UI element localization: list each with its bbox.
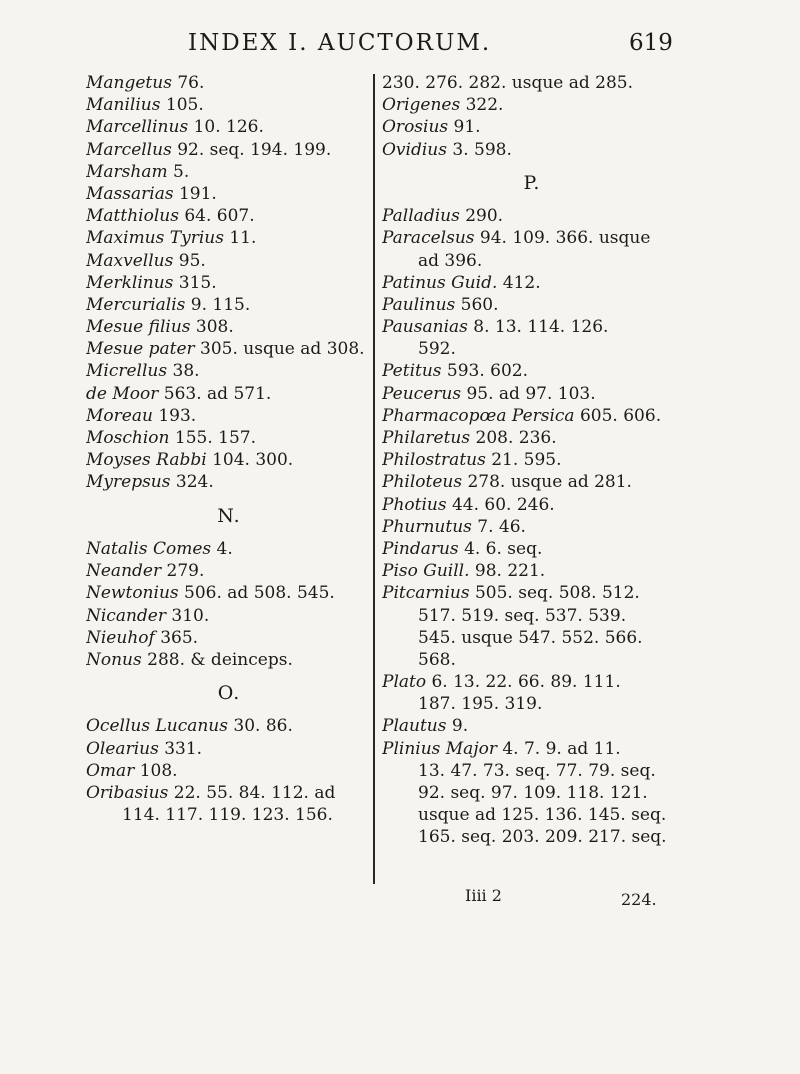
- page-references: 30. 86.: [233, 716, 293, 737]
- index-entry: [382, 715, 682, 737]
- page-references: 11.: [229, 228, 257, 249]
- block-o: [86, 715, 372, 804]
- page-references: 104. 300.: [212, 450, 294, 471]
- page-references: 279.: [166, 561, 205, 582]
- index-entry: [86, 294, 372, 316]
- page-references: 8. 13. 114. 126.: [473, 317, 609, 338]
- author-name: Origenes: [382, 95, 461, 116]
- author-name: Micrellus: [86, 361, 168, 382]
- author-name: Pausanias: [382, 317, 468, 338]
- index-entry: [382, 360, 682, 382]
- page-references: 64. 607.: [184, 206, 255, 227]
- page-references: 305. usque ad 308.: [200, 339, 365, 360]
- author-name: Maximus Tyrius: [86, 228, 224, 249]
- index-entry: [86, 649, 372, 671]
- page-references: 545. usque 547. 552. 566.: [418, 627, 643, 648]
- author-name: Matthiolus: [86, 206, 179, 227]
- index-entry: [86, 715, 372, 737]
- index-entry-continuation: [382, 338, 682, 360]
- author-name: Phurnutus: [382, 516, 472, 537]
- index-entry-continuation: [382, 782, 682, 804]
- index-entry: [382, 227, 682, 249]
- index-entry: [86, 161, 372, 183]
- index-entry: [86, 605, 372, 627]
- author-name: Paracelsus: [382, 228, 475, 249]
- index-entry: [382, 383, 682, 405]
- author-name: Pitcarnius: [382, 583, 470, 604]
- page-references: 365.: [160, 627, 199, 648]
- author-name: Mercurialis: [86, 294, 186, 315]
- page-references: 505. seq. 508. 512.: [474, 583, 640, 604]
- page-references: 76.: [177, 73, 205, 93]
- author-name: Olearius: [86, 738, 159, 759]
- author-name: Marcellinus: [86, 117, 189, 138]
- page-references: 9. 115.: [190, 294, 251, 315]
- author-name: Marsham: [86, 161, 168, 182]
- author-name: Manilius: [86, 95, 161, 116]
- page-references: 517. 519. seq. 537. 539.: [418, 605, 627, 626]
- index-entry: [86, 94, 372, 116]
- index-entry: [86, 760, 372, 782]
- page-references: 21. 595.: [491, 450, 562, 471]
- index-entry: [86, 405, 372, 427]
- author-name: Palladius: [382, 206, 460, 227]
- author-name: Moyses Rabbi: [86, 450, 207, 471]
- page-references: 290.: [465, 206, 504, 227]
- author-name: Philoteus: [382, 472, 463, 493]
- index-entry: [86, 272, 372, 294]
- page-references: 7. 46.: [477, 516, 526, 537]
- index-entry: [86, 250, 372, 272]
- author-name: Neander: [86, 561, 162, 582]
- index-entry: [86, 116, 372, 138]
- author-name: Nicander: [86, 605, 166, 626]
- author-name: Patinus Guid.: [382, 272, 498, 293]
- author-name: Orosius: [382, 117, 449, 138]
- running-header: [0, 30, 800, 62]
- page-references: usque ad 125. 136. 145. seq.: [418, 805, 667, 826]
- index-entry: [382, 738, 682, 760]
- page-references: 568.: [418, 649, 456, 670]
- page-references: 3. 598.: [452, 139, 512, 160]
- author-name: Moreau: [86, 405, 153, 426]
- author-name: Photius: [382, 494, 447, 515]
- page-references: 593. 602.: [446, 361, 529, 382]
- page-references: 187. 195. 319.: [418, 694, 543, 715]
- index-entry: [86, 738, 372, 760]
- index-entry-continuation: [382, 760, 682, 782]
- page-references: 324.: [175, 472, 214, 493]
- author-name: Paulinus: [382, 294, 456, 315]
- page-references: 92. seq. 97. 109. 118. 121.: [418, 783, 648, 804]
- index-entry: [86, 782, 372, 804]
- index-entry: [86, 538, 372, 560]
- author-name: Merklinus: [86, 272, 174, 293]
- index-entry: [382, 560, 682, 582]
- author-name: Philostratus: [382, 450, 486, 471]
- page-references: 191.: [178, 183, 217, 204]
- author-name: Omar: [86, 760, 135, 781]
- page-references: 98. 221.: [474, 561, 546, 582]
- page-number: 619: [629, 30, 673, 56]
- index-entry: [86, 316, 372, 338]
- page-references: 278. usque ad 281.: [467, 472, 632, 493]
- author-name: Nonus: [86, 649, 142, 670]
- page-references: 506. ad 508. 545.: [184, 583, 335, 604]
- page-references: 94. 109. 366. usque: [479, 228, 651, 249]
- signature-mark: Iiii 2: [465, 886, 502, 905]
- page-references: 592.: [418, 339, 456, 360]
- page-references: 105.: [165, 95, 204, 116]
- index-entry: [382, 116, 682, 138]
- page-references: 38.: [172, 361, 200, 382]
- page-references: 331.: [164, 738, 203, 759]
- right-column: [382, 72, 682, 849]
- index-entry-continuation: [382, 804, 682, 826]
- index-entry: [382, 582, 682, 604]
- index-entry-continuation: [382, 693, 682, 715]
- page-references: 6. 13. 22. 66. 89. 111.: [431, 672, 621, 693]
- page-references: 92. seq. 194. 199.: [177, 139, 332, 160]
- page-references: 108.: [139, 760, 178, 781]
- index-entry: [382, 471, 682, 493]
- page-references: 95.: [178, 250, 206, 271]
- page-references: 560.: [460, 294, 499, 315]
- index-entry-continuation: [382, 649, 682, 671]
- index-entry-continuation: 114. 117. 119. 123. 156.: [122, 805, 333, 826]
- author-name: Ocellus Lucanus: [86, 716, 228, 737]
- author-name: Plato: [382, 672, 427, 693]
- page-references: 165. seq. 203. 209. 217. seq.: [418, 827, 667, 848]
- author-name: Pharmacopœa Persica: [382, 405, 575, 426]
- author-name: Nieuhof: [86, 627, 155, 648]
- index-entry: [382, 449, 682, 471]
- index-entry: [86, 227, 372, 249]
- page-references: 44. 60. 246.: [451, 494, 555, 515]
- section-heading-o: O.: [217, 682, 241, 705]
- index-entry: [86, 471, 372, 493]
- page-references: 230. 276. 282. usque ad 285.: [382, 73, 634, 93]
- header-title: INDEX I. AUCTORUM.: [188, 30, 492, 56]
- index-entry: [86, 360, 372, 382]
- index-entry: [382, 671, 682, 693]
- page-references: 9.: [451, 716, 469, 737]
- index-entry: [86, 560, 372, 582]
- author-name: Myrepsus: [86, 472, 171, 493]
- page-references: 308.: [195, 317, 234, 338]
- index-entry-continuation: [382, 627, 682, 649]
- author-name: Oribasius: [86, 783, 169, 804]
- author-name: Peucerus: [382, 383, 462, 404]
- left-column: [86, 72, 372, 826]
- author-name: Moschion: [86, 428, 170, 448]
- page-references: 563. ad 571.: [163, 383, 272, 404]
- index-entry: [382, 205, 682, 227]
- author-name: Ovidius: [382, 139, 447, 160]
- index-entry: [382, 272, 682, 294]
- section-heading-p: P.: [523, 171, 541, 194]
- index-entry: [382, 427, 682, 449]
- author-name: Plautus: [382, 716, 447, 737]
- author-name: Piso Guill.: [382, 561, 470, 582]
- author-name: Petitus: [382, 361, 442, 382]
- index-entry-continuation: [382, 605, 682, 627]
- page-references: 322.: [465, 95, 504, 116]
- index-entry: [382, 494, 682, 516]
- index-entry-continuation: [382, 250, 682, 272]
- index-entry: [382, 538, 682, 560]
- index-entry: [86, 183, 372, 205]
- page-references: 91.: [453, 117, 481, 138]
- author-name: Mesue pater: [86, 339, 195, 360]
- index-entry: [86, 627, 372, 649]
- index-entry: [382, 294, 682, 316]
- block-m: [86, 72, 372, 494]
- catchword: 224.: [621, 890, 657, 909]
- page-references: ad 396.: [418, 250, 483, 271]
- index-entry: [382, 405, 682, 427]
- index-entry-continuation: [382, 72, 682, 94]
- author-name: Newtonius: [86, 583, 179, 604]
- block-p: [382, 205, 682, 848]
- page-references: 310.: [171, 605, 210, 626]
- index-entry: [86, 582, 372, 604]
- index-entry: [86, 139, 372, 161]
- page-references: 22. 55. 84. 112. ad: [173, 783, 336, 804]
- page-references: 95. ad 97. 103.: [466, 383, 596, 404]
- section-heading-n: N.: [217, 504, 241, 527]
- index-entry: [86, 449, 372, 471]
- page-references: 412.: [502, 272, 541, 293]
- index-entry: [382, 516, 682, 538]
- page-references: 605. 606.: [579, 405, 662, 426]
- page-references: 208. 236.: [475, 428, 557, 449]
- page-references: 5.: [173, 161, 190, 182]
- page-references: 315.: [178, 272, 217, 293]
- page-references: 4.: [216, 538, 233, 559]
- block-o-continued: [382, 72, 682, 161]
- page-references: 10. 126.: [193, 117, 264, 138]
- author-name: de Moor: [86, 383, 159, 404]
- index-entry: [86, 72, 372, 94]
- block-n: [86, 538, 372, 671]
- index-entry: [86, 383, 372, 405]
- page-references: 4. 7. 9. ad 11.: [502, 738, 621, 759]
- column-divider: [373, 74, 375, 884]
- page-references: 155. 157.: [174, 428, 256, 448]
- page-references: 4. 6. seq.: [464, 538, 543, 559]
- index-entry: [382, 94, 682, 116]
- page-references: 288. & deinceps.: [147, 649, 293, 670]
- author-name: Mangetus: [86, 73, 172, 93]
- page-references: 13. 47. 73. seq. 77. 79. seq.: [418, 760, 656, 781]
- page-references: 193.: [158, 405, 197, 426]
- author-name: Marcellus: [86, 139, 172, 160]
- author-name: Plinius Major: [382, 738, 497, 759]
- author-name: Pindarus: [382, 538, 459, 559]
- index-entry-continuation: [382, 826, 682, 848]
- index-entry: [86, 205, 372, 227]
- index-entry: [86, 338, 372, 360]
- author-name: Philaretus: [382, 428, 471, 449]
- index-entry: [382, 316, 682, 338]
- author-name: Maxvellus: [86, 250, 174, 271]
- author-name: Natalis Comes: [86, 538, 212, 559]
- index-entry: [86, 427, 372, 449]
- author-name: Mesue filius: [86, 317, 191, 338]
- author-name: Massarias: [86, 183, 174, 204]
- index-entry: [382, 139, 682, 161]
